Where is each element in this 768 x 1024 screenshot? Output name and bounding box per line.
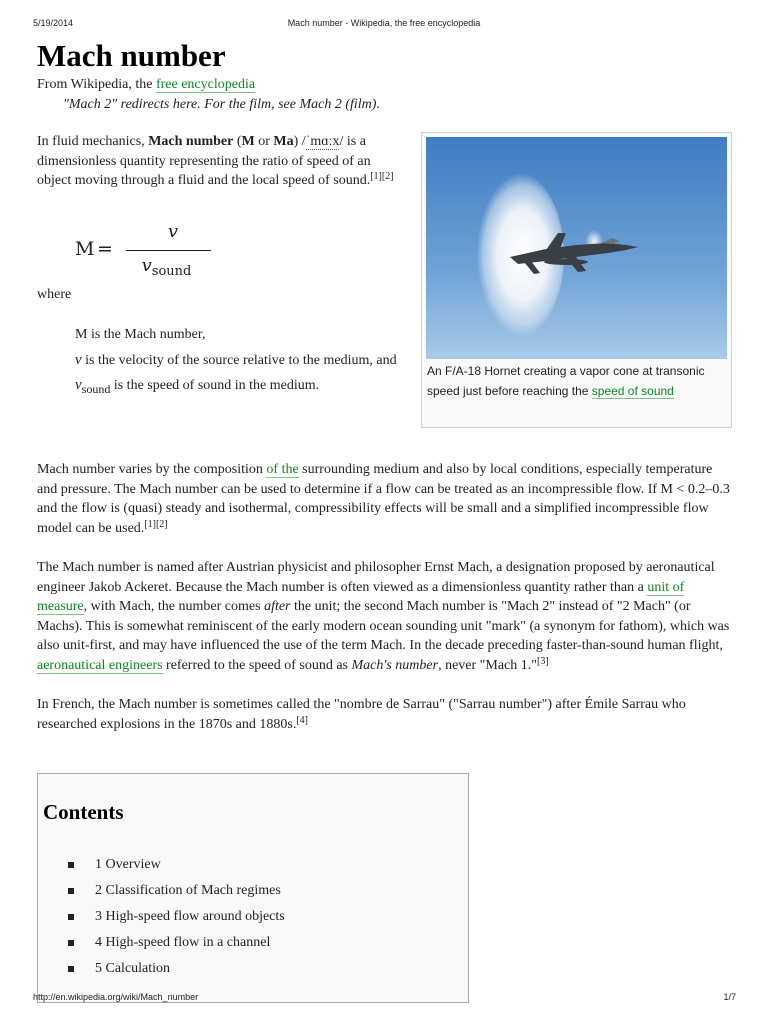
definition-v [75, 348, 405, 374]
hatnote: "Mach 2" redirects here. For the film, see Mach 2 (film). [63, 97, 380, 112]
lead-text-5: / is a dimensionless quantity representing the ratio of speed of an object moving through a fluid and the local speed of sound. [37, 134, 371, 188]
bullet-icon [68, 914, 74, 920]
print-url: http://en.wikipedia.org/wiki/Mach_number [33, 992, 199, 1002]
toc-item[interactable] [68, 930, 285, 956]
toc-item[interactable] [68, 878, 285, 904]
caption-text: An F/A-18 Hornet creating a vapor cone at transonic speed just before reaching the [427, 364, 705, 398]
vapor-cone-photo[interactable] [426, 137, 727, 359]
bullet-icon [68, 862, 74, 868]
aeronautical-engineers-link[interactable]: aeronautical engineers [37, 657, 163, 673]
p2-text-e: , never "Mach 1." [438, 657, 537, 673]
toc-item-label: 1 Overview [95, 857, 161, 872]
toc-title: Contents [43, 800, 124, 824]
paragraph-composition [37, 460, 734, 538]
p1-reference-marker[interactable]: [1][2] [144, 518, 168, 530]
print-date: 5/19/2014 [33, 18, 74, 28]
definition-vs-sub: sound [81, 382, 111, 396]
definition-vs-text: is the speed of sound in the medium. [110, 378, 320, 393]
tagline [37, 76, 734, 94]
where-label: where [37, 287, 72, 302]
toc-item-label: 4 High-speed flow in a channel [95, 935, 271, 950]
page-title: Mach number [37, 38, 226, 73]
print-header [0, 18, 768, 32]
toc-item[interactable] [68, 852, 285, 878]
formula-denominator-sub: sound [151, 264, 192, 279]
term-mach-number: Mach number [148, 134, 234, 149]
p2-text-a: The Mach number is named after Austrian physicist and philosopher Ernst Mach, a designation proposed by aeronautical engineer Jakob Ackeret. Because the Mach number is often viewed as a dimensionless quantity rather than a [37, 560, 715, 595]
definition-v-text: is the velocity of the source relative to the medium, and [81, 352, 397, 368]
bullet-icon [68, 940, 74, 946]
toc-item-label: 2 Classification of Mach regimes [95, 883, 281, 898]
definition-list [75, 322, 405, 403]
reference-marker[interactable]: [1][2] [370, 171, 394, 182]
article-content [37, 38, 734, 734]
free-encyclopedia-link[interactable]: free encyclopedia [155, 77, 256, 92]
of-the-link[interactable]: of the [266, 462, 299, 477]
lead-paragraph [37, 132, 399, 191]
definition-v-sound [75, 373, 405, 403]
toc-item[interactable] [68, 904, 285, 930]
bullet-icon [68, 888, 74, 894]
lead-text-2: ( [233, 134, 242, 149]
toc-item-label: 3 High-speed flow around objects [95, 909, 285, 924]
print-page-number: 1/7 [723, 992, 736, 1002]
term-m: M [241, 134, 255, 149]
image-thumbnail [421, 132, 732, 428]
p2-italic-machs-number: Mach's number [351, 657, 439, 673]
p2-italic-after: after [264, 599, 291, 614]
table-of-contents [37, 773, 469, 1003]
p1-text-a: Mach number varies by the composition [37, 462, 267, 477]
lead-section [37, 132, 734, 442]
p2-text-b: , with Mach, the number comes [83, 599, 265, 614]
formula-equals: = [97, 238, 113, 260]
lead-text-3: or [254, 134, 274, 149]
definition-v-var: v [75, 351, 82, 368]
definition-vs-var: v [75, 377, 82, 393]
term-ma: Ma [273, 134, 294, 149]
formula-denominator [119, 255, 214, 279]
tagline-text: From Wikipedia, the [37, 77, 156, 92]
formula-denominator-var: v [141, 255, 152, 276]
paragraph-french [37, 695, 734, 734]
vapor-cone-jet-illustration [426, 137, 727, 359]
toc-list [68, 852, 285, 982]
bullet-icon [68, 966, 74, 972]
p2-reference-marker[interactable]: [3] [536, 655, 549, 667]
speed-of-sound-link[interactable]: speed of sound [591, 384, 674, 398]
paragraph-naming [37, 558, 734, 675]
print-page-title: Mach number - Wikipedia, the free encyclopedia [287, 18, 481, 28]
p2-text-c: the unit; the second Mach number is "Mach 2" instead of "2 Mach" (or Machs). This is somewhat reminiscent of the early modern ocean sounding unit "mark" (a synonym for fathom), which was also unit-first, and may have influenced the use of the term Mach. In the decade preceding faster-than-sound human flight, [37, 599, 730, 653]
image-caption [427, 361, 723, 401]
p3-text: In French, the Mach number is sometimes called the "nombre de Sarrau" ("Sarrau number") after Émile Sarrau who researched explosions in the 1870s and 1880s. [37, 697, 686, 732]
p3-reference-marker[interactable]: [4] [296, 714, 309, 726]
definition-m: M is the Mach number, [75, 327, 206, 342]
print-footer [0, 992, 768, 1006]
formula-numerator: v [167, 221, 179, 242]
ipa-pronunciation[interactable]: ˈmɑːx [305, 134, 340, 149]
formula-fraction-bar [126, 250, 211, 251]
unit-of-measure-link[interactable]: unit of measure [37, 579, 685, 614]
mach-formula [75, 221, 275, 280]
toc-item-label: 5 Calculation [95, 961, 171, 976]
p1-text-b: surrounding medium and also by local conditions, especially temperature and pressure. The Mach number can be used to determine if a flow can be treated as an incompressible flow. If M < 0.2–0.3 and the flow is (quasi) steady and isothermal, compressibility effects will be small and a simplified incompressible flow model can be used. [37, 462, 730, 536]
toc-item[interactable] [68, 956, 285, 982]
lead-text-4: ) / [293, 134, 306, 149]
p2-text-d: referred to the speed of sound as [162, 657, 352, 673]
lead-text-1: In fluid mechanics, [37, 134, 149, 149]
formula-lhs: M [75, 238, 95, 260]
